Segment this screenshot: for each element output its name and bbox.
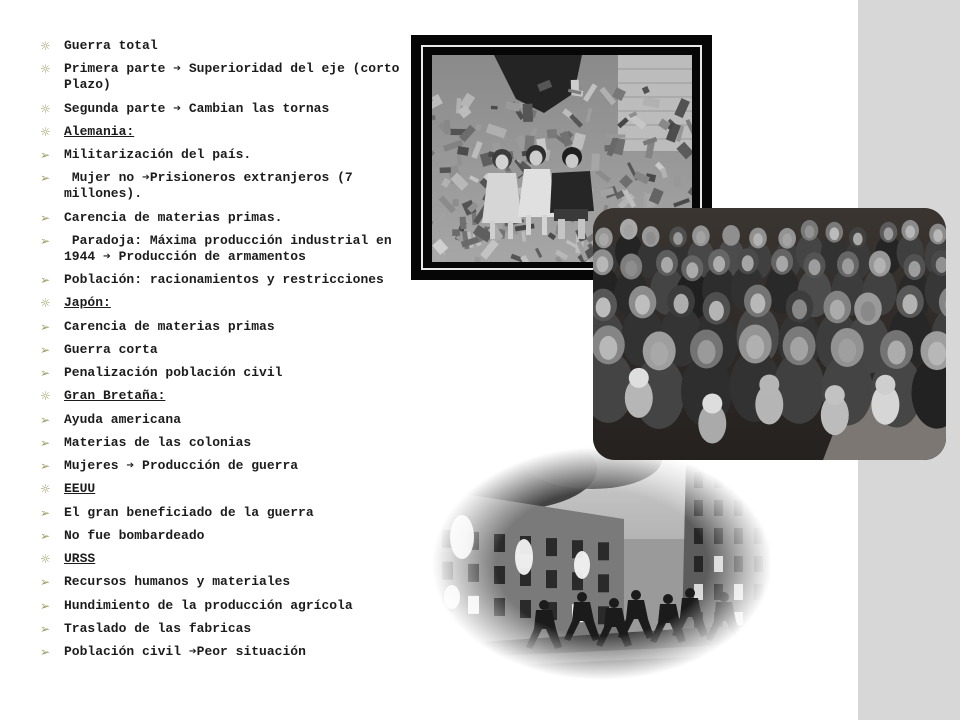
arrow-bullet-icon [40,621,56,637]
item-text: Población: racionamientos y restricciones [64,272,384,287]
item-text: Paradoja: Máxima producción industrial en 1944 ➔ Producción de armamentos [64,232,400,264]
section-heading: EEUU [64,481,96,497]
sun-bullet-icon [40,551,56,567]
section-heading: Japón: [64,295,111,311]
list-item [40,319,410,335]
item-text: Guerra total [64,38,158,53]
list-item [40,210,410,226]
list-item [40,170,410,202]
arrow-bullet-icon [40,412,56,428]
list-item [40,481,410,497]
arrow-bullet-icon [40,319,56,335]
item-text: Segunda parte ➔ Cambian las tornas [64,100,330,116]
list-item [40,38,410,54]
item-text: El gran beneficiado de la guerra [64,504,314,520]
list-item [40,295,410,311]
sun-bullet-icon [40,295,56,311]
sun-bullet-icon [40,481,56,497]
item-text: Primera parte ➔ Superioridad del eje (corto Plazo) [64,61,408,93]
bullet-list [40,38,410,667]
list-item [40,342,410,358]
arrow-bullet-icon [40,365,56,381]
list-item [40,505,410,521]
sun-bullet-icon [40,101,56,117]
arrow-bullet-icon [40,147,56,163]
item-text: Hundimiento de la producción agrícola [64,597,353,613]
list-item [40,435,410,451]
item-text: Penalización población civil [64,365,283,380]
list-item [40,101,410,117]
arrow-bullet-icon [40,644,56,660]
item-text: Recursos humanos y materiales [64,574,291,590]
arrow-bullet-icon [40,233,56,249]
list-item [40,388,410,404]
list-item [40,124,410,140]
section-heading: Alemania: [64,123,135,139]
arrow-bullet-icon [40,574,56,590]
item-text: Población civil ➔Peor situación [64,644,306,659]
section-heading: URSS [64,551,96,566]
sun-bullet-icon [40,124,56,140]
item-text: Mujeres ➔ Producción de guerra [64,458,299,473]
list-item [40,61,410,93]
arrow-bullet-icon [40,272,56,288]
sun-bullet-icon [40,61,56,77]
arrow-bullet-icon [40,210,56,226]
section-heading: Gran Bretaña: [64,388,166,404]
list-item [40,551,410,567]
item-text: Traslado de las fabricas [64,620,252,636]
arrow-bullet-icon [40,505,56,521]
list-item [40,365,410,381]
item-text: No fue bombardeado [64,527,205,543]
arrow-bullet-icon [40,435,56,451]
arrow-bullet-icon [40,458,56,474]
arrow-bullet-icon [40,342,56,358]
item-text: Mujer no ➔Prisioneros extranjeros (7 millones). [64,170,361,202]
arrow-bullet-icon [40,170,56,186]
burning-street-photo [432,447,772,680]
sun-bullet-icon [40,388,56,404]
item-text: Ayuda americana [64,411,182,427]
sun-bullet-icon [40,38,56,54]
arrow-bullet-icon [40,598,56,614]
list-item [40,528,410,544]
women-children-crowd-photo [593,208,946,460]
item-text: Carencia de materias primas. [64,209,283,225]
item-text: Militarización del país. [64,147,252,162]
list-item [40,272,410,288]
list-item [40,458,410,474]
burning-street-image [432,447,772,680]
arrow-bullet-icon [40,528,56,544]
crowd-image [593,208,946,460]
list-item [40,598,410,614]
item-text: Materias de las colonias [64,434,252,450]
item-text: Carencia de materias primas [64,318,275,334]
list-item [40,233,410,265]
list-item [40,147,410,163]
list-item [40,574,410,590]
list-item [40,412,410,428]
item-text: Guerra corta [64,341,158,357]
list-item [40,621,410,637]
list-item [40,644,410,660]
